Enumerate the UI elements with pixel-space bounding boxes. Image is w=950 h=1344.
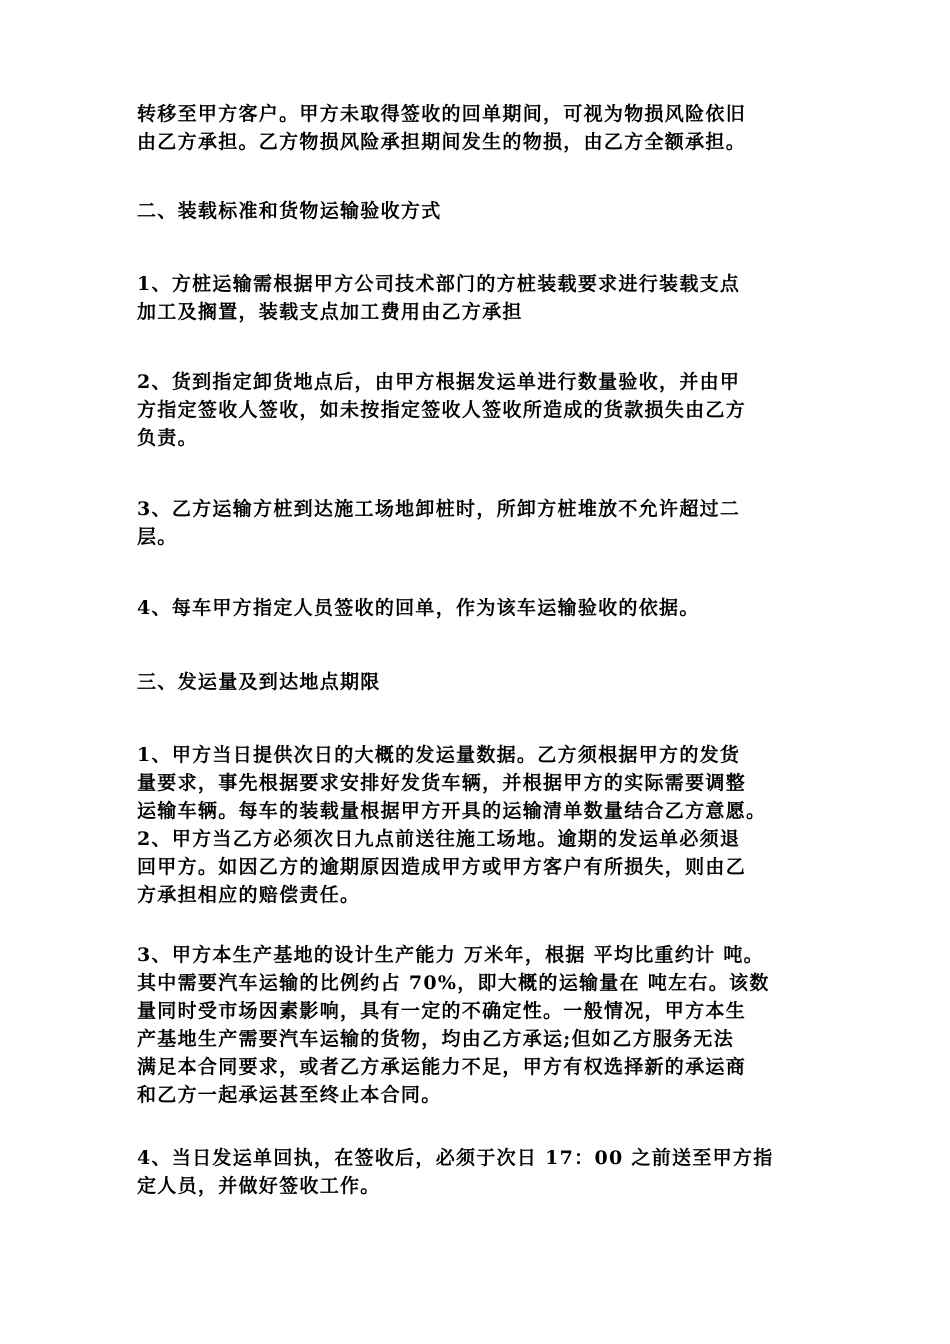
text-line: 2、甲方当乙方必须次日九点前送往施工场地。逾期的发运单必须退: [137, 828, 741, 850]
text-line: 方指定签收人签收，如未按指定签收人签收所造成的货款损失由乙方: [137, 399, 747, 421]
text-line: 转移至甲方客户。甲方未取得签收的回单期间，可视为物损风险依旧: [137, 103, 747, 125]
text-line: 由乙方承担。乙方物损风险承担期间发生的物损，由乙方全额承担。: [137, 131, 747, 153]
section-heading-loading-standards: [137, 197, 827, 225]
section-heading-shipping-volume: [137, 668, 827, 696]
heading-text: 二、装载标准和货物运输验收方式: [137, 200, 442, 222]
text-line: 产基地生产需要汽车运输的货物，均由乙方承运;但如乙方服务无法: [137, 1028, 735, 1050]
text-line: 定人员，并做好签收工作。: [137, 1175, 381, 1197]
text-line: 方承担相应的赔偿责任。: [137, 884, 361, 906]
text-line: 3、乙方运输方桩到达施工场地卸桩时，所卸方桩堆放不允许超过二: [137, 498, 741, 520]
text-line: 量要求，事先根据要求安排好发货车辆，并根据甲方的实际需要调整: [137, 772, 747, 794]
text-line: 3、甲方本生产基地的设计生产能力 万米年，根据 平均比重约计 吨。: [137, 944, 764, 966]
text-line: 2、货到指定卸货地点后，由甲方根据发运单进行数量验收，并由甲: [137, 371, 741, 393]
text-line: 4、每车甲方指定人员签收的回单，作为该车运输验收的依据。: [137, 597, 700, 619]
paragraph-items-1-2-shipping: [137, 741, 827, 909]
text-line: 加工及搁置，装载支点加工费用由乙方承担: [137, 301, 523, 323]
text-line: 负责。: [137, 427, 198, 449]
text-line: 其中需要汽车运输的比例约占 70%，即大概的运输量在 吨左右。该数: [137, 972, 770, 994]
paragraph-item-1-loading: [137, 270, 827, 326]
text-line: 1、方桩运输需根据甲方公司技术部门的方桩装载要求进行装载支点: [137, 273, 741, 295]
text-line: 和乙方一起承运甚至终止本合同。: [137, 1084, 442, 1106]
text-line: 量同时受市场因素影响，具有一定的不确定性。一般情况，甲方本生: [137, 1000, 747, 1022]
text-line: 运输车辆。每车的装载量根据甲方开具的运输清单数量结合乙方意愿。: [137, 800, 767, 822]
paragraph-item-3-unloading: [137, 495, 827, 551]
text-line: 4、当日发运单回执，在签收后，必须于次日 17：00 之前送至甲方指: [137, 1147, 774, 1169]
paragraph-item-4-return-receipt: [137, 1144, 827, 1200]
paragraph-item-3-capacity: [137, 941, 827, 1109]
heading-text: 三、发运量及到达地点期限: [137, 671, 381, 693]
text-line: 满足本合同要求，或者乙方承运能力不足，甲方有权选择新的承运商: [137, 1056, 747, 1078]
text-line: 回甲方。如因乙方的逾期原因造成甲方或甲方客户有所损失，则由乙: [137, 856, 747, 878]
paragraph-risk-transfer: [137, 100, 827, 156]
text-line: 1、甲方当日提供次日的大概的发运量数据。乙方须根据甲方的发货: [137, 744, 741, 766]
paragraph-item-4-receipt: [137, 594, 827, 622]
text-line: 层。: [137, 526, 178, 548]
paragraph-item-2-acceptance: [137, 368, 827, 452]
